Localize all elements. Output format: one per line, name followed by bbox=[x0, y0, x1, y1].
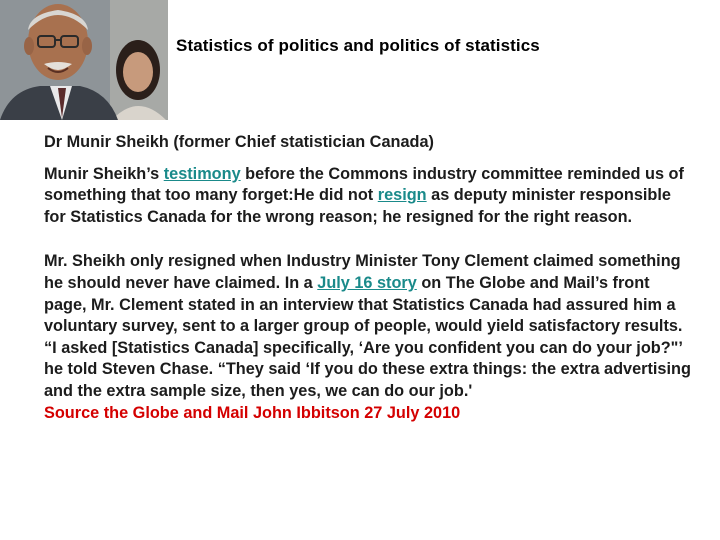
speaker-photo bbox=[0, 0, 168, 120]
para2-text-1: Mr. Sheikh only resigned when Industry Minister Tony Clement claimed something he should never have claimed. In a bbox=[44, 252, 681, 292]
resign-link[interactable]: resign bbox=[377, 186, 427, 205]
july-16-story-link[interactable]: July 16 story bbox=[317, 273, 417, 292]
paragraph-testimony bbox=[44, 164, 694, 229]
paragraph-quote: “I asked [Statistics Canada] specifically, ‘Are you confident you can do your job?"’ he told Steven Chase. “They said ‘If you do these extra things: the extra advertising and the extra sample size, then yes, we can do our job.' bbox=[44, 338, 691, 400]
paragraph-clement bbox=[44, 251, 694, 337]
para1-text-1: Munir Sheikh’s bbox=[44, 164, 164, 183]
para1-text-3: as deputy minister responsible for Statistics Canada for the wrong reason; he resigned for the right reason. bbox=[44, 186, 671, 226]
testimony-link[interactable]: testimony bbox=[163, 164, 241, 183]
speaker-photo-drawing bbox=[0, 0, 168, 120]
source-citation: Source the Globe and Mail John Ibbitson 27 July 2010 bbox=[44, 403, 461, 422]
slide-title: Statistics of politics and politics of statistics bbox=[176, 36, 540, 55]
heading-line: Dr Munir Sheikh (former Chief statistician Canada) bbox=[44, 133, 434, 151]
slide-body bbox=[44, 132, 694, 424]
para2-text-2: on The Globe and Mail’s front page, Mr. Clement stated in an interview that Statistics Canada had assured him a voluntary survey, sent to a larger group of people, would yield satisfactory results. bbox=[44, 273, 683, 336]
para1-text-2: before the Commons industry committee reminded us of something that too many forget:He did not bbox=[44, 164, 684, 205]
